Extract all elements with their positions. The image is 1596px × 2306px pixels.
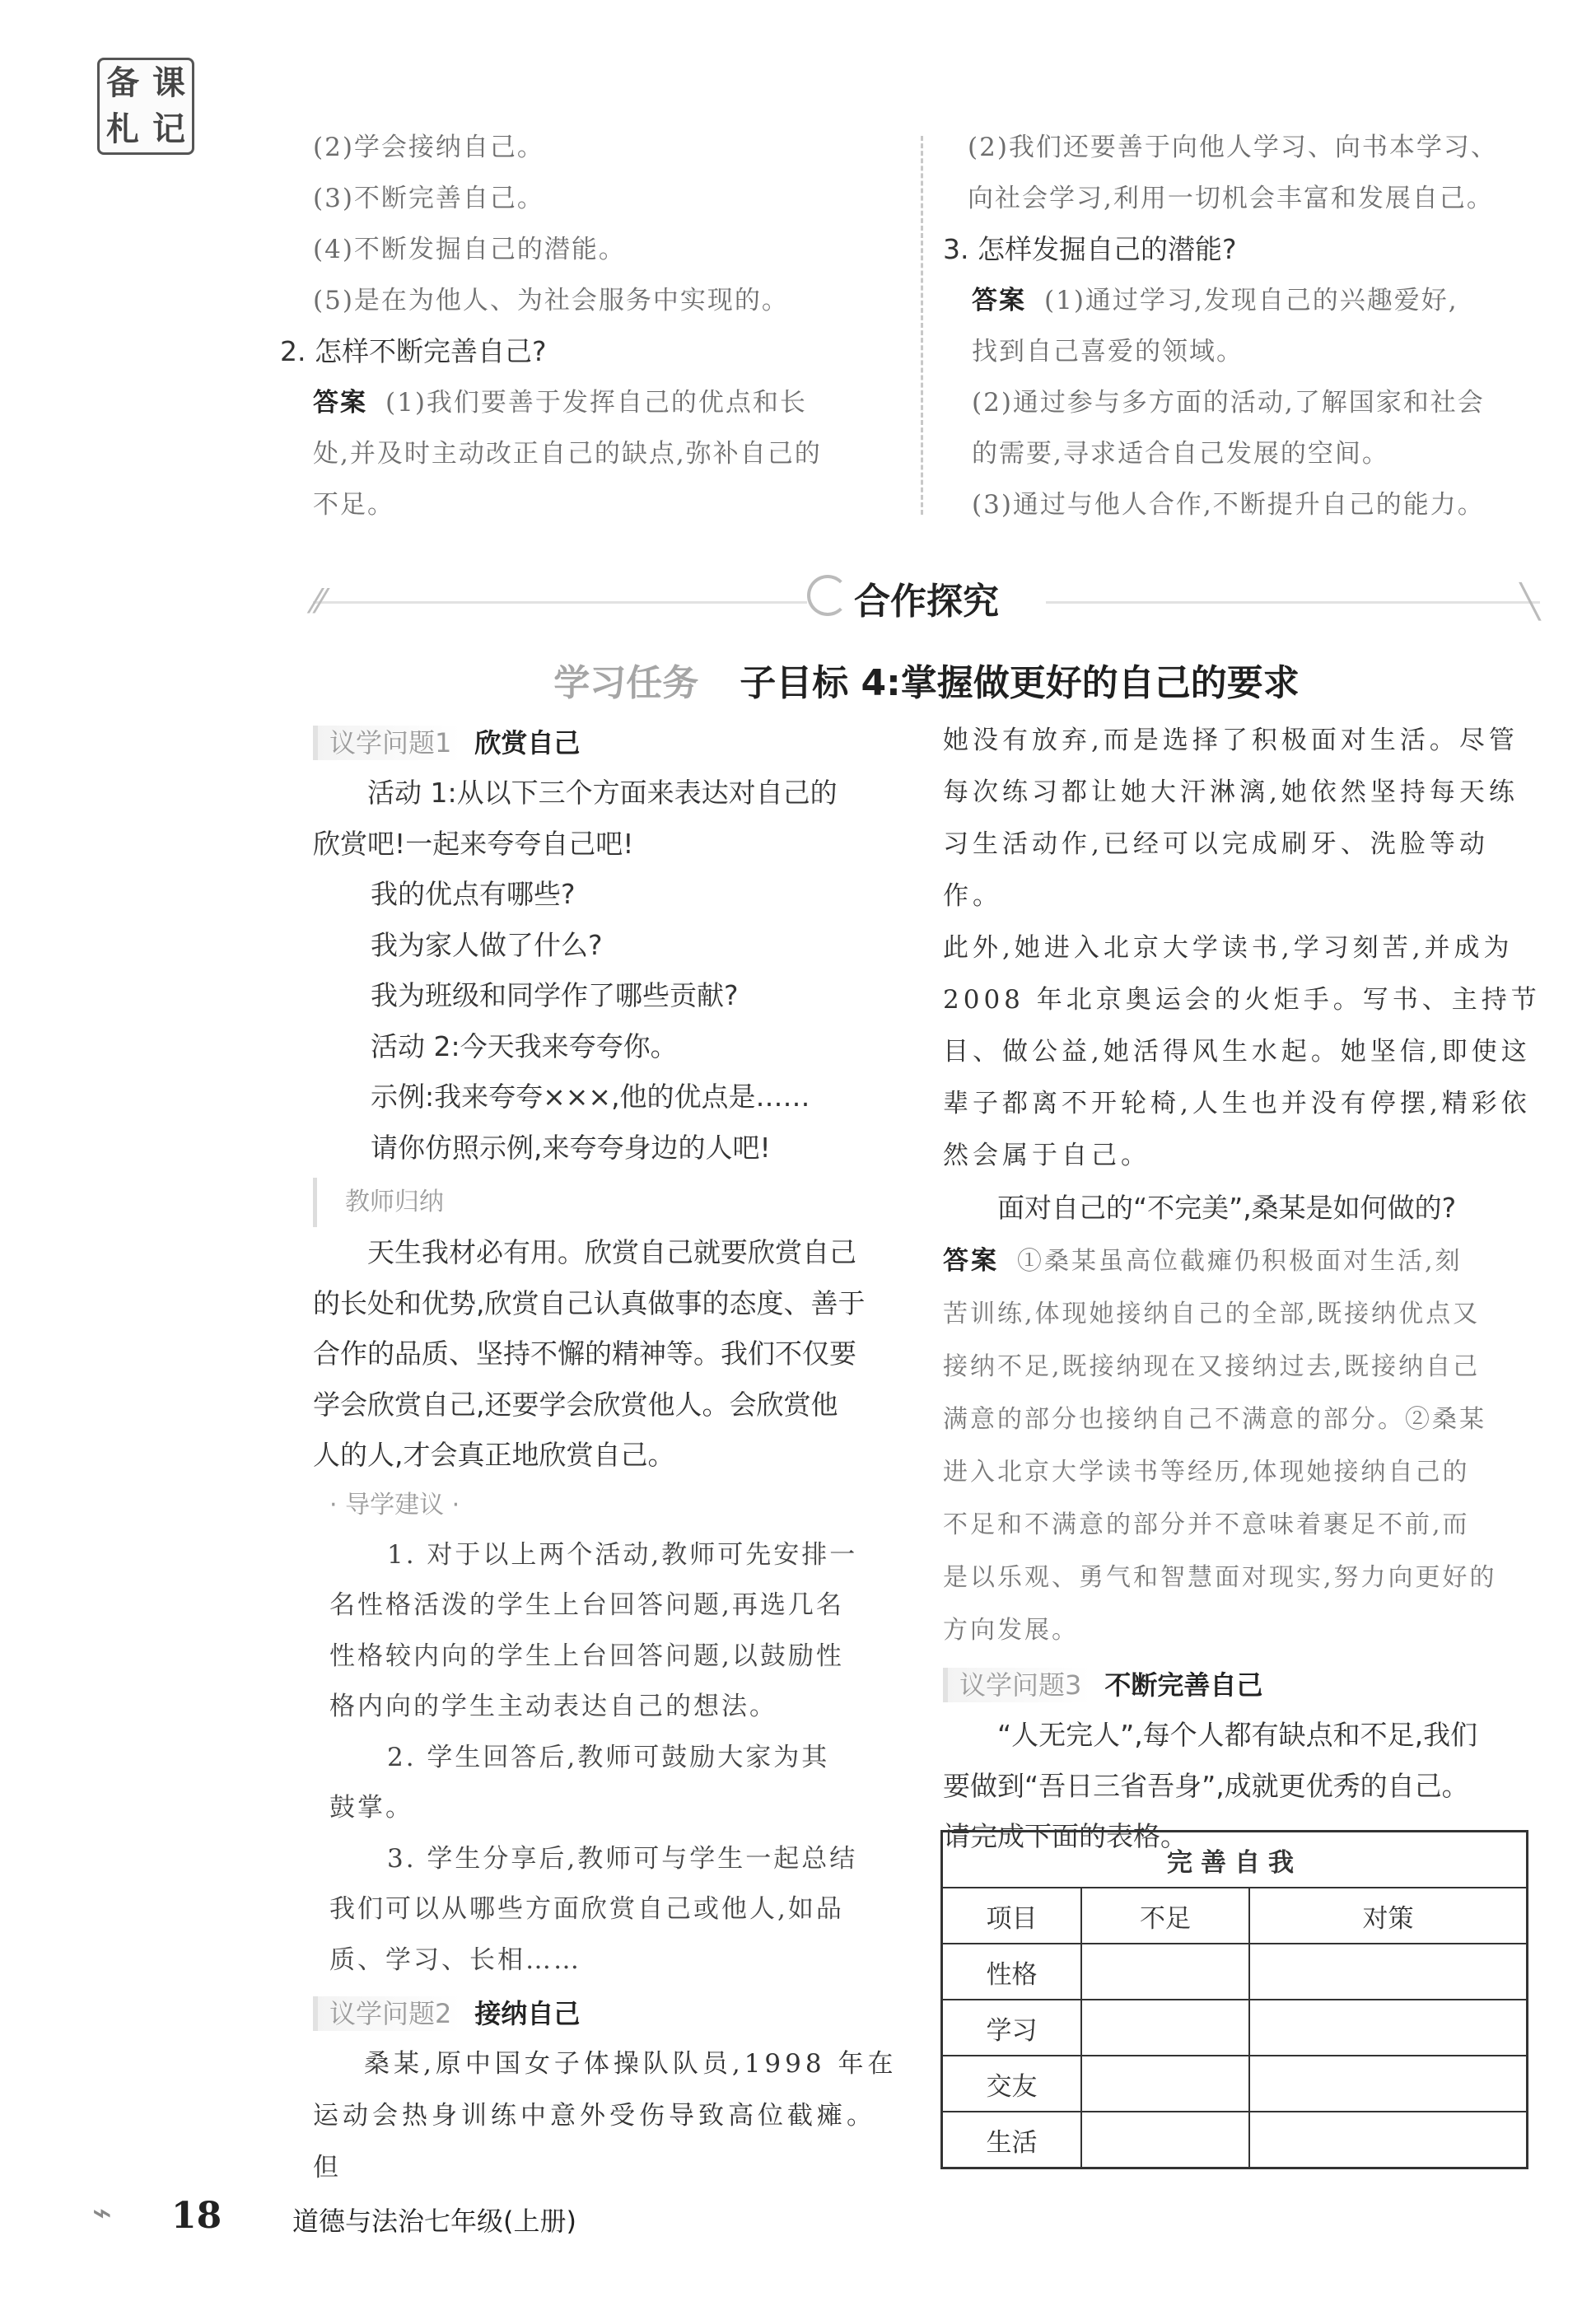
- book-title: 道德与法治七年级(上册): [292, 2206, 576, 2237]
- text-line: (4)不断发掘自己的潜能。: [313, 235, 626, 264]
- summary-text: 学会欣赏自己,还要学会欣赏他人。会欣赏他: [313, 1388, 838, 1421]
- answer-line: 不足和不满意的部分并不意味着裹足不前,而: [943, 1510, 1470, 1539]
- issue-title: 接纳自己: [474, 1998, 581, 2029]
- answer-line: (2)通过参与多方面的活动,了解国家和社会: [972, 388, 1485, 418]
- activity-request: 请你仿照示例,来夸夸身边的人吧!: [371, 1131, 771, 1164]
- table-cell-blank[interactable]: [1081, 2000, 1249, 2056]
- activity-example: 示例:我来夸夸×××,他的优点是……: [371, 1081, 810, 1113]
- task-title: 子目标 4:掌握做更好的自己的要求: [740, 662, 1300, 704]
- story-text: 然会属于自己。: [943, 1141, 1150, 1170]
- issue-tag: 议学问题2: [313, 1996, 461, 2031]
- story-text: 习生活动作,已经可以完成刷牙、洗脸等动作。: [943, 829, 1489, 911]
- table-header: 不足: [1081, 1888, 1249, 1944]
- badge-char: 记: [152, 110, 185, 148]
- text-line: (5)是在为他人、为社会服务中实现的。: [313, 286, 789, 315]
- answer-line: 不足。: [313, 490, 394, 520]
- table-cell-blank[interactable]: [1081, 1944, 1249, 2000]
- activity-question: 我为家人做了什么?: [371, 928, 603, 961]
- answer-text: ①桑某虽高位截瘫仍积极面对生活,刻: [1017, 1247, 1463, 1276]
- slash-icon: ⁄⁄: [313, 583, 324, 621]
- right-column: [943, 715, 1544, 1862]
- issue-2-heading: [313, 1989, 902, 2038]
- table-cell: 学习: [942, 2000, 1082, 2056]
- top-right-column: [943, 122, 1540, 530]
- summary-text: 天生我材必有用。欣赏自己就要欣赏自己: [367, 1236, 856, 1268]
- guide-line: 鼓掌。: [329, 1793, 413, 1823]
- answer-line: (3)通过与他人合作,不断提升自己的能力。: [972, 490, 1485, 520]
- answer-text: (1)通过学习,发现自己的兴趣爱好,: [1044, 286, 1458, 315]
- page-corner-icon: ⌁: [92, 2194, 113, 2232]
- slash-icon: ╲: [1519, 583, 1540, 621]
- story-text: 目、做公益,她活得风生水起。她坚信,即使这: [943, 1037, 1531, 1067]
- guide-title: · 导学建议 ·: [329, 1490, 460, 1519]
- text-line: (2)我们还要善于向他人学习、向书本学习、: [968, 133, 1498, 162]
- guide-line: 名性格活泼的学生上台回答问题,再选几名: [329, 1590, 844, 1620]
- summary-text: 合作的品质、坚持不懈的精神等。我们不仅要: [313, 1337, 856, 1370]
- guide-line: 1. 对于以上两个活动,教师可先安排一: [387, 1539, 858, 1570]
- column-divider: [921, 136, 923, 515]
- text-line: 向社会学习,利用一切机会丰富和发展自己。: [968, 184, 1494, 213]
- question-2: 2. 怎样不断完善自己?: [280, 335, 547, 367]
- issue-tag: 议学问题1: [313, 726, 461, 760]
- guide-block: [313, 1530, 902, 1986]
- story-text: 桑某,原中国女子体操队队员,1998 年在: [364, 2049, 898, 2079]
- table-row: [942, 2000, 1528, 2056]
- answer-line: [943, 275, 1540, 326]
- guide-line: 格内向的学生主动表达自己的想法。: [329, 1692, 777, 1721]
- task-heading: [313, 653, 1540, 706]
- teacher-summary-title: 教师归纳: [313, 1178, 902, 1227]
- table-cell-blank[interactable]: [1249, 2056, 1528, 2112]
- activity-question: 我的优点有哪些?: [371, 878, 576, 910]
- issue-title: 不断完善自己: [1104, 1669, 1263, 1701]
- answer-line: 方向发展。: [943, 1616, 1079, 1645]
- story-text: 运动会热身训练中意外受伤导致高位截瘫。但: [313, 2101, 876, 2182]
- answer-label: 答案: [943, 1246, 999, 1276]
- activity-text: 欣赏吧!一起来夸夸自己吧!: [313, 827, 634, 860]
- table-cell-blank[interactable]: [1249, 2112, 1528, 2168]
- guide-line: 3. 学生分享后,教师可与学生一起总结: [387, 1843, 858, 1874]
- answer-text: (1)我们要善于发挥自己的优点和长: [385, 388, 807, 418]
- issue-title: 欣赏自己: [474, 727, 581, 759]
- answer-line: 接纳不足,既接纳现在又接纳过去,既接纳自己: [943, 1352, 1481, 1381]
- issue-3-heading: [943, 1660, 1544, 1710]
- story-question: 面对自己的“不完美”,桑某是如何做的?: [997, 1192, 1457, 1224]
- table-header: 对策: [1249, 1888, 1528, 1944]
- section-title: 合作探究: [854, 581, 999, 623]
- self-improvement-table: [940, 1830, 1528, 2169]
- story-text: 2008 年北京奥运会的火炬手。写书、主持节: [943, 985, 1541, 1015]
- answer-line: 找到自己喜爱的领域。: [972, 337, 1244, 366]
- summary-text: 人的人,才会真正地欣赏自己。: [313, 1439, 675, 1471]
- banner-rule: [1046, 601, 1540, 604]
- text-line: (3)不断完善自己。: [313, 184, 544, 213]
- issue-1-heading: [313, 718, 902, 768]
- story-text: 此外,她进入北京大学读书,学习刻苦,并成为: [943, 933, 1514, 963]
- answer-line: 的需要,寻求适合自己发展的空间。: [972, 439, 1389, 469]
- issue-3-text: 要做到“吾日三省吾身”,成就更优秀的自己。: [943, 1769, 1469, 1802]
- table-cell-blank[interactable]: [1249, 1944, 1528, 2000]
- task-label: 学习任务: [553, 662, 699, 704]
- answer-line: [943, 1235, 1544, 1288]
- badge-char: 札: [106, 110, 139, 148]
- issue-3-text: 请完成下面的表格。: [943, 1820, 1188, 1852]
- answer-label: 答案: [313, 388, 367, 418]
- guide-line: 我们可以从哪些方面欣赏自己或他人,如品: [329, 1894, 844, 1924]
- table-title: 完善自我: [942, 1832, 1528, 1888]
- table-cell: 生活: [942, 2112, 1082, 2168]
- section-banner: [313, 568, 1540, 634]
- table-header: 项目: [942, 1888, 1082, 1944]
- text-line: (2)学会接纳自己。: [313, 133, 544, 162]
- guide-line: 质、学习、长相……: [329, 1944, 581, 1975]
- page-number: 18: [171, 2195, 222, 2237]
- guide-line: 性格较内向的学生上台回答问题,以鼓励性: [329, 1641, 844, 1671]
- top-left-column: [280, 122, 906, 530]
- lesson-notes-badge: [97, 58, 194, 155]
- answer-line: 处,并及时主动改正自己的缺点,弥补自己的: [313, 439, 822, 469]
- table-cell: 性格: [942, 1944, 1082, 2000]
- table-row: [942, 2112, 1528, 2168]
- left-column: [313, 715, 902, 2194]
- table-cell-blank[interactable]: [1081, 2112, 1249, 2168]
- activity-text: 活动 2:今天我来夸夸你。: [371, 1029, 678, 1062]
- story-text: 她没有放弃,而是选择了积极面对生活。尽管: [943, 726, 1519, 755]
- table-cell: 交友: [942, 2056, 1082, 2112]
- question-3: 3. 怎样发掘自己的潜能?: [943, 233, 1237, 265]
- badge-char: 备: [106, 63, 139, 102]
- answer-line: 是以乐观、勇气和智慧面对现实,努力向更好的: [943, 1563, 1497, 1592]
- guide-line: 2. 学生回答后,教师可鼓励大家为其: [387, 1742, 830, 1772]
- story-text: 每次练习都让她大汗淋漓,她依然坚持每天练: [943, 777, 1519, 807]
- answer-line: [313, 377, 906, 428]
- issue-3-text: “人无完人”,每个人都有缺点和不足,我们: [997, 1719, 1478, 1751]
- table-cell-blank[interactable]: [1249, 2000, 1528, 2056]
- summary-text: 的长处和优势,欣赏自己认真做事的态度、善于: [313, 1286, 866, 1319]
- issue-tag: 议学问题3: [943, 1668, 1091, 1702]
- table-cell-blank[interactable]: [1081, 2056, 1249, 2112]
- activity-question: 我为班级和同学作了哪些贡献?: [371, 979, 739, 1011]
- answer-line: 苦训练,体现她接纳自己的全部,既接纳优点又: [943, 1300, 1481, 1328]
- answer-label: 答案: [972, 286, 1026, 315]
- banner-rule: [313, 601, 807, 604]
- answer-line: 满意的部分也接纳自己不满意的部分。②桑某: [943, 1405, 1486, 1434]
- answer-line: 进入北京大学读书等经历,体现她接纳自己的: [943, 1458, 1470, 1487]
- activity-text: 活动 1:从以下三个方面来表达对自己的: [367, 777, 838, 809]
- story-text: 辈子都离不开轮椅,人生也并没有停摆,精彩依: [943, 1089, 1531, 1118]
- badge-char: 课: [152, 63, 185, 102]
- table-row: [942, 1944, 1528, 2000]
- table-row: [942, 2056, 1528, 2112]
- table-header-row: [942, 1888, 1528, 1944]
